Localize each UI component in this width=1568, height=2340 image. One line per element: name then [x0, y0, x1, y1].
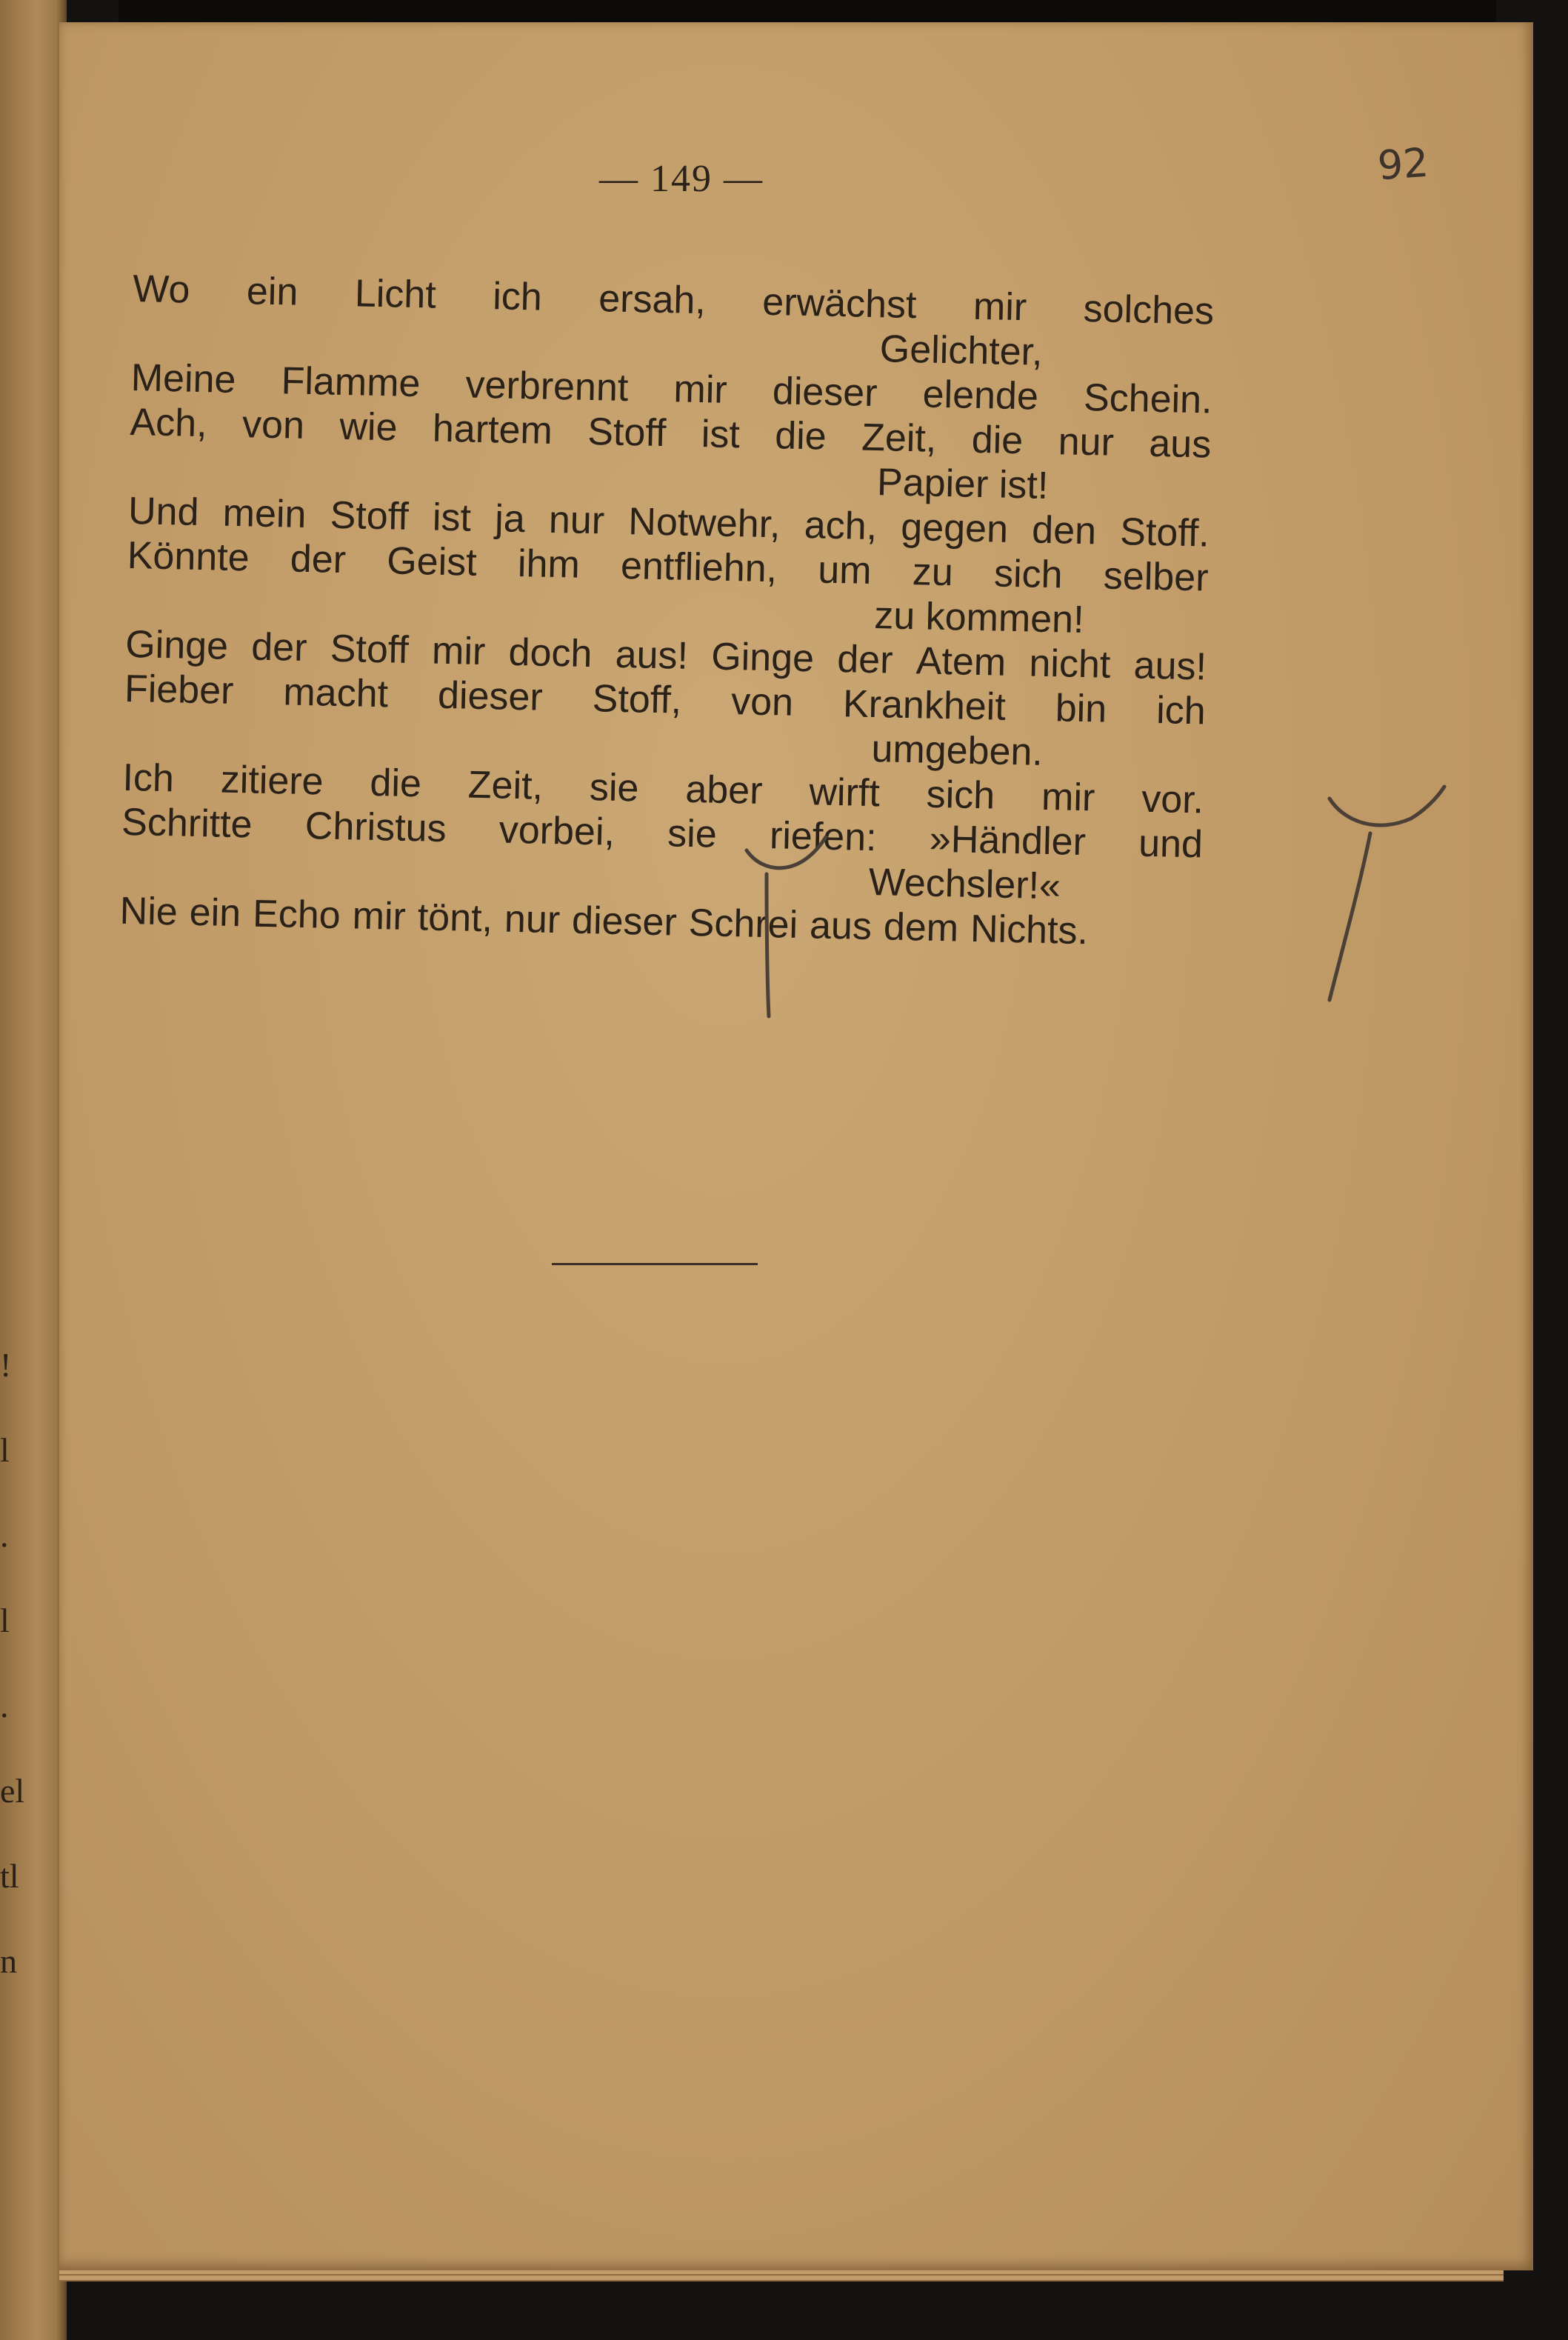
- poem-word: mir: [431, 629, 486, 674]
- poem-word: Stoff: [587, 410, 667, 456]
- poem-word: ihm: [517, 541, 581, 587]
- poem-word: riefen:: [769, 814, 878, 860]
- poem-word: Christus: [304, 804, 447, 851]
- poem-word: selber: [1103, 554, 1210, 600]
- poem-word: dieser: [772, 370, 878, 416]
- poem-word: um: [817, 548, 873, 593]
- poem-word: Fieber: [124, 667, 235, 713]
- poem-word: Licht: [354, 272, 437, 317]
- poem-word: ist: [701, 413, 741, 457]
- poem-word: aus!: [1133, 644, 1207, 689]
- poem-word: ja: [494, 497, 526, 541]
- facing-page-fragment: l: [0, 1431, 10, 1469]
- poem-word: Nie: [119, 889, 179, 934]
- poem-word: Ach,: [129, 400, 208, 446]
- facing-page-fragment: .: [0, 1687, 9, 1724]
- poem-word: entfliehn,: [620, 544, 778, 591]
- poem-word: solches: [1083, 287, 1215, 333]
- poem-word: Stoff.: [1119, 510, 1210, 556]
- poem-word: Krankheit: [842, 682, 1007, 729]
- facing-page-fragment: n: [0, 1942, 17, 1980]
- poem-word: Atem: [915, 639, 1007, 684]
- poem-word: Schritte: [121, 800, 253, 847]
- facing-page-fragment: .: [0, 1516, 9, 1554]
- poem-word: die: [774, 414, 827, 459]
- poem-word: Wo: [132, 267, 191, 312]
- poem-word: aus: [809, 904, 873, 949]
- poem-word: die: [369, 761, 422, 806]
- poem-word: »Händler: [929, 817, 1087, 864]
- poem-word: Nichts.: [970, 907, 1089, 953]
- poem-word: die: [971, 418, 1024, 463]
- poem-word: zitiere: [220, 758, 324, 804]
- pencil-mark-center: [747, 837, 826, 1016]
- poem-word: dieser: [571, 899, 678, 944]
- poem-word: Zeit,: [861, 416, 937, 461]
- poem-word: ist: [432, 496, 472, 540]
- poem-word: nicht: [1028, 641, 1111, 687]
- facing-page-fragment: !: [0, 1346, 12, 1384]
- page-number: — 149 —: [599, 158, 764, 200]
- poem-word: wirft: [808, 770, 881, 816]
- poem-word: hartem: [432, 407, 553, 453]
- poem-word: nur: [1058, 420, 1115, 464]
- poem-word: ersah,: [598, 277, 707, 323]
- poem-word: Notwehr,: [627, 500, 781, 547]
- facing-page-fragment: el: [0, 1772, 25, 1810]
- poem-word: erwächst: [761, 280, 918, 327]
- poem-word: aber: [684, 767, 764, 813]
- poem-word: sie: [589, 766, 640, 810]
- poem-word: sich: [993, 552, 1064, 597]
- pencil-mark-margin: [1330, 787, 1444, 1000]
- poem-word: Könnte: [127, 533, 250, 580]
- poem-line-continuation: umgeben.: [870, 727, 1044, 774]
- poem-word: von: [730, 680, 794, 724]
- poem-word: und: [1138, 821, 1204, 867]
- poem-word: der: [836, 638, 894, 682]
- poem-word: macht: [282, 670, 389, 716]
- poem-word: gegen: [900, 505, 1009, 551]
- poem-word: mir: [352, 894, 407, 939]
- facing-page-fragment: tl: [0, 1857, 19, 1895]
- poem-word: wie: [338, 404, 398, 450]
- poem-word: vor.: [1141, 777, 1204, 822]
- poem-word: zu: [912, 550, 954, 595]
- poem-word: Echo: [252, 892, 341, 938]
- poem-word: elende: [922, 373, 1039, 419]
- poem-word: den: [1031, 508, 1097, 553]
- poem-word: nur: [548, 498, 605, 543]
- poem-word: mir: [1041, 775, 1095, 820]
- poem-word: Schein.: [1083, 376, 1213, 422]
- poem-word: ich: [492, 275, 543, 319]
- poem-word: bin: [1055, 687, 1107, 731]
- poem-word: Ginge: [710, 635, 815, 681]
- poem-word: der: [250, 625, 308, 670]
- poem-word: aus!: [615, 633, 689, 678]
- poem-word: sich: [926, 773, 995, 818]
- poem-word: Schrei: [688, 901, 798, 947]
- poem-word: Flamme: [281, 359, 421, 406]
- poem-word: ich: [1155, 689, 1207, 733]
- poem-word: ach,: [804, 504, 878, 549]
- poem-word: Ginge: [124, 622, 229, 668]
- poem-word: Stoff: [330, 493, 410, 539]
- poem-word: ein: [246, 270, 298, 314]
- poem-word: mein: [222, 491, 307, 536]
- poem-word: Stoff: [330, 627, 410, 672]
- poem-line-continuation: zu kommen!: [873, 594, 1085, 641]
- poem-word: tönt,: [417, 896, 493, 941]
- poem-word: verbrennt: [465, 363, 629, 410]
- poem-word: ein: [189, 890, 241, 936]
- poem-word: von: [241, 403, 305, 447]
- poem-line-continuation: Wechsler!«: [868, 860, 1061, 908]
- poem-word: mir: [673, 367, 728, 412]
- poem-word: Stoff,: [592, 677, 682, 722]
- poem-word: Geist: [386, 539, 478, 584]
- handwritten-archive-number: 92: [1375, 139, 1430, 190]
- poem-word: Ich: [121, 756, 175, 801]
- poem-word: nur: [504, 897, 561, 942]
- poem-line-continuation: Papier ist!: [876, 461, 1049, 507]
- poem-word: Meine: [130, 356, 237, 401]
- facing-page-fragment: l: [0, 1601, 10, 1639]
- poem-word: dem: [883, 905, 959, 950]
- poem-line-continuation: Gelichter,: [879, 327, 1044, 374]
- poem-word: Zeit,: [467, 763, 544, 808]
- poem-word: Und: [127, 489, 200, 534]
- poem-word: dieser: [437, 673, 544, 719]
- poem-word: mir: [973, 284, 1027, 330]
- poem-word: vorbei,: [498, 808, 615, 854]
- poem-word: der: [290, 537, 347, 582]
- poem-word: sie: [667, 812, 718, 856]
- poem-word: doch: [508, 630, 593, 676]
- poem-word: aus: [1148, 421, 1212, 467]
